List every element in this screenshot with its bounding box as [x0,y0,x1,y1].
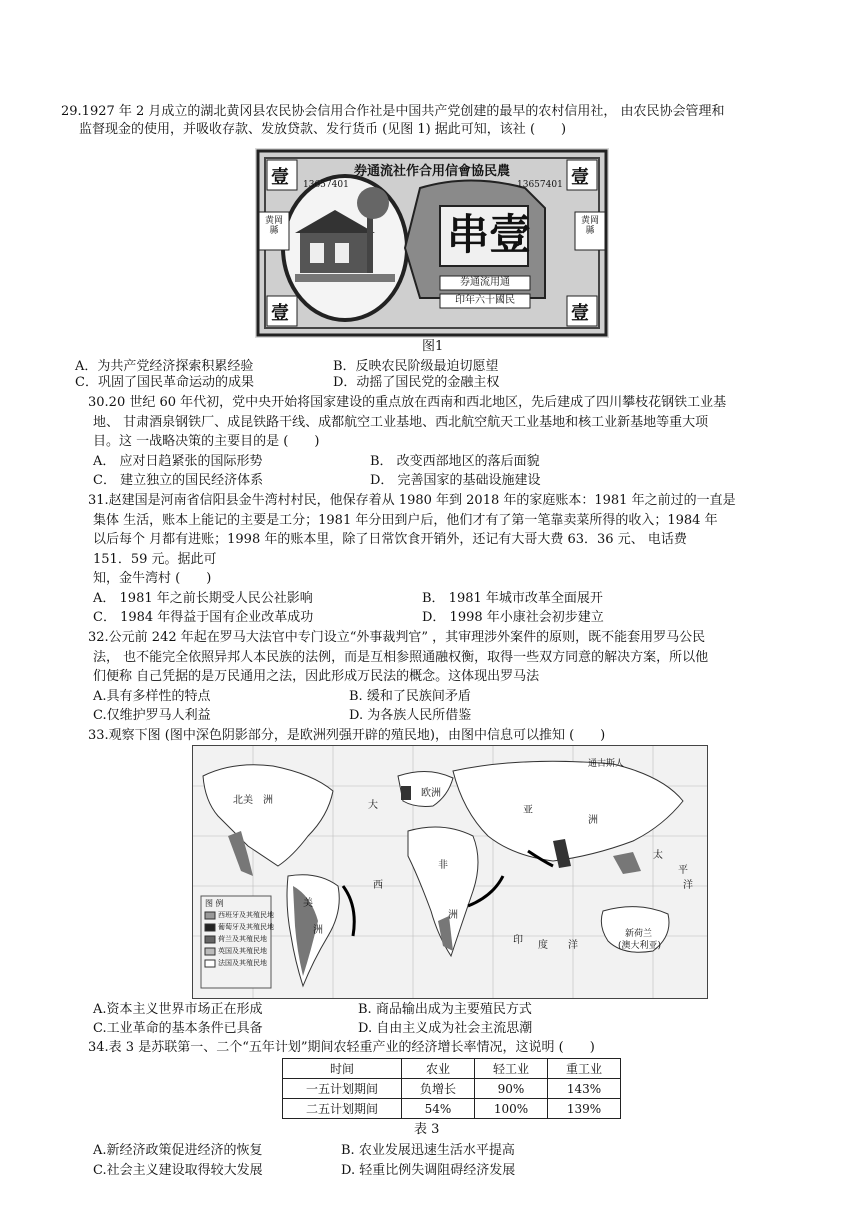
map-label-america-2: 洲 [313,925,323,936]
q32-option-c: C.仅维护罗马人利益 [93,708,211,723]
q32-line1: 32.公元前 242 年起在罗马大法官中专门设立“外事裁判官” ，其审理涉外案件的原则，既不能套用罗马公民 [88,630,706,645]
map-label-asia-2: 洲 [588,815,598,826]
note-corner-tr: 壹 [571,167,589,188]
q31-line4: 151．59 元。据此可 [93,552,217,567]
q29-option-d: D．动摇了国民党的金融主权 [333,375,500,390]
q33-option-a: A.资本主义世界市场正在形成 [93,1002,263,1017]
q33-option-b: B. 商品输出成为主要殖民方式 [358,1002,532,1017]
map-label-america-1: 美 [303,898,313,909]
map-label-africa-1: 非 [438,860,448,871]
map-drawing [193,746,707,998]
q30-option-b: B． 改变西部地区的落后面貌 [370,454,540,469]
map-legend-portugal: 葡萄牙及其殖民地 [218,923,274,931]
q30-line3: 目。这 一战略决策的主要目的是 ( ) [93,434,320,449]
q30-option-c: C． 建立独立的国民经济体系 [93,473,264,488]
q31-option-c: C． 1984 年得益于国有企业改革成功 [93,610,314,625]
table-header-light-industry: 轻工业 [475,1059,548,1079]
map-label-asia-1: 亚 [523,805,533,816]
map-label-indian-2: 度 [538,940,548,951]
q29-line1: 29.1927 年 2 月成立的湖北黄冈县农民协会信用合作社是中国共产党创建的最早的农村信用社， 由农民协会管理和 [61,104,725,119]
note-corner-tl: 壹 [271,167,289,188]
banknote-figure [255,148,609,338]
map-label-atlantic-2: 西 [373,880,383,891]
figure-1-caption: 图1 [422,339,444,354]
table-header-agriculture: 农业 [402,1059,475,1079]
q33-option-c: C.工业革命的基本条件已具备 [93,1021,263,1036]
q30-line1: 30.20 世纪 60 年代初，党中央开始将国家建设的重点放在西南和西北地区，先后建成了四川攀枝花钢铁工业基 [88,395,727,410]
map-legend-netherlands: 荷兰及其殖民地 [218,935,267,943]
q29-option-c: C．巩固了国民革命运动的成果 [75,375,254,390]
q31-option-b: B． 1981 年城市改革全面展开 [422,591,603,606]
map-legend-spain: 西班牙及其殖民地 [218,911,274,919]
table-header-row [283,1059,621,1079]
note-band-1: 券通流用通 [460,277,510,288]
note-corner-bl: 壹 [271,303,289,324]
q32-option-b: B. 缓和了民族间矛盾 [349,689,471,704]
table-cell: 54% [402,1099,475,1119]
q34-option-a: A.新经济政策促进经济的恢复 [93,1143,263,1158]
table-cell: 一五计划期间 [283,1079,402,1099]
note-county-left: 黄岡縣 [264,216,283,236]
q31-line2: 集体 生活，账本上能记的主要是工分；1981 年分田到户后，他们才有了第一笔靠卖菜所得的收入；1984 年 [93,513,718,528]
note-serial-left: 13657401 [303,180,349,190]
map-label-indian-1: 印 [513,935,523,946]
map-label-australia: (澳大利亚) [618,941,662,951]
map-label-atlantic-1: 大 [368,800,378,811]
map-label-africa-2: 洲 [448,910,458,921]
map-label-pacific-1: 太 [653,850,663,861]
note-top-text: 券通流社作合用信會協民農 [353,164,510,179]
table-header-heavy-industry: 重工业 [548,1059,621,1079]
table-row [283,1079,621,1099]
map-label-pacific-2: 平 [678,865,688,876]
table-cell: 90% [475,1079,548,1099]
q30-line2: 地、 甘肃酒泉钢铁厂、成昆铁路干线、成都航空工业基地、西北航空航天工业基地和核工业新基地等重大项 [93,415,709,430]
q30-option-d: D． 完善国家的基础设施建设 [370,473,541,488]
q31-line5: 知，金牛湾村 ( ) [93,571,212,586]
q29-line2: 监督现金的使用，并吸收存款、发放贷款、发行货币 (见图 1) 据此可知，该社 ( ) [79,122,567,137]
map-label-pacific-3: 洋 [683,880,693,891]
map-label-europe: 欧洲 [421,788,441,799]
q34-option-c: C.社会主义建设取得较大发展 [93,1163,263,1178]
note-band-2: 印年六十國民 [455,295,515,306]
map-legend-title: 图 例 [205,899,224,908]
q32-option-d: D. 为各族人民所借鉴 [349,708,472,723]
table-3-caption: 表 3 [414,1122,440,1137]
q29-option-a: A．为共产党经济探索积累经验 [75,359,254,374]
q34-option-d: D. 轻重比例失调阻碍经济发展 [341,1163,516,1178]
map-label-indian-3: 洋 [568,940,578,951]
q31-option-d: D． 1998 年小康社会初步建立 [422,610,604,625]
table-cell: 二五计划期间 [283,1099,402,1119]
table-header-time: 时间 [283,1059,402,1079]
note-corner-br: 壹 [571,303,589,324]
table-cell: 143% [548,1079,621,1099]
map-label-north-america: 北美 [233,795,253,806]
table-row [283,1099,621,1119]
colonial-world-map [192,745,708,999]
q34-option-b: B. 农业发展迅速生活水平提高 [341,1143,515,1158]
map-legend-britain: 英国及其殖民地 [218,947,267,955]
map-label-tungus: 通古斯人 [588,759,625,769]
table-cell: 负增长 [402,1079,475,1099]
map-label-na-zhou: 洲 [263,795,273,806]
map-label-new-holland: 新荷兰 [625,929,653,939]
q32-line2: 法， 也不能完全依照异邦人本民族的法例，而是互相参照通融权衡，取得一些双方同意的解决方案，所以他 [93,650,709,665]
q34-line1: 34.表 3 是苏联第一、二个“五年计划”期间农轻重产业的经济增长率情况，这说明 ( ) [88,1040,595,1055]
q32-option-a: A.具有多样性的特点 [93,689,211,704]
q33-option-d: D. 自由主义成为社会主流思潮 [358,1021,533,1036]
q33-line1: 33.观察下图 (图中深色阴影部分，是欧洲列强开辟的殖民地)，由图中信息可以推知 ( ) [88,728,606,743]
note-big-char-2: 壹 [489,210,532,259]
q31-line3: 以后每个 月都有进账；1998 年的账本里，除了日常饮食开销外，还记有大哥大费 63．36 元、 电话费 [93,532,687,547]
table-cell: 100% [475,1099,548,1119]
note-serial-right: 13657401 [517,180,563,190]
note-big-char-1: 串 [447,210,490,259]
table-cell: 139% [548,1099,621,1119]
map-legend-france: 法国及其殖民地 [218,959,267,967]
q29-option-b: B．反映农民阶级最迫切愿望 [333,359,499,374]
table-3 [282,1058,621,1119]
q31-line1: 31.赵建国是河南省信阳县金牛湾村村民，他保存着从 1980 年到 2018 年的家庭账本：1981 年之前过的一直是 [88,493,736,508]
q30-option-a: A． 应对日趋紧张的国际形势 [93,454,263,469]
note-county-right: 黄岡縣 [580,216,599,236]
q31-option-a: A． 1981 年之前长期受人民公社影响 [93,591,313,606]
q32-line3: 们便称 自己凭据的是万民通用之法，因此形成万民法的概念。这体现出罗马法 [93,669,540,684]
